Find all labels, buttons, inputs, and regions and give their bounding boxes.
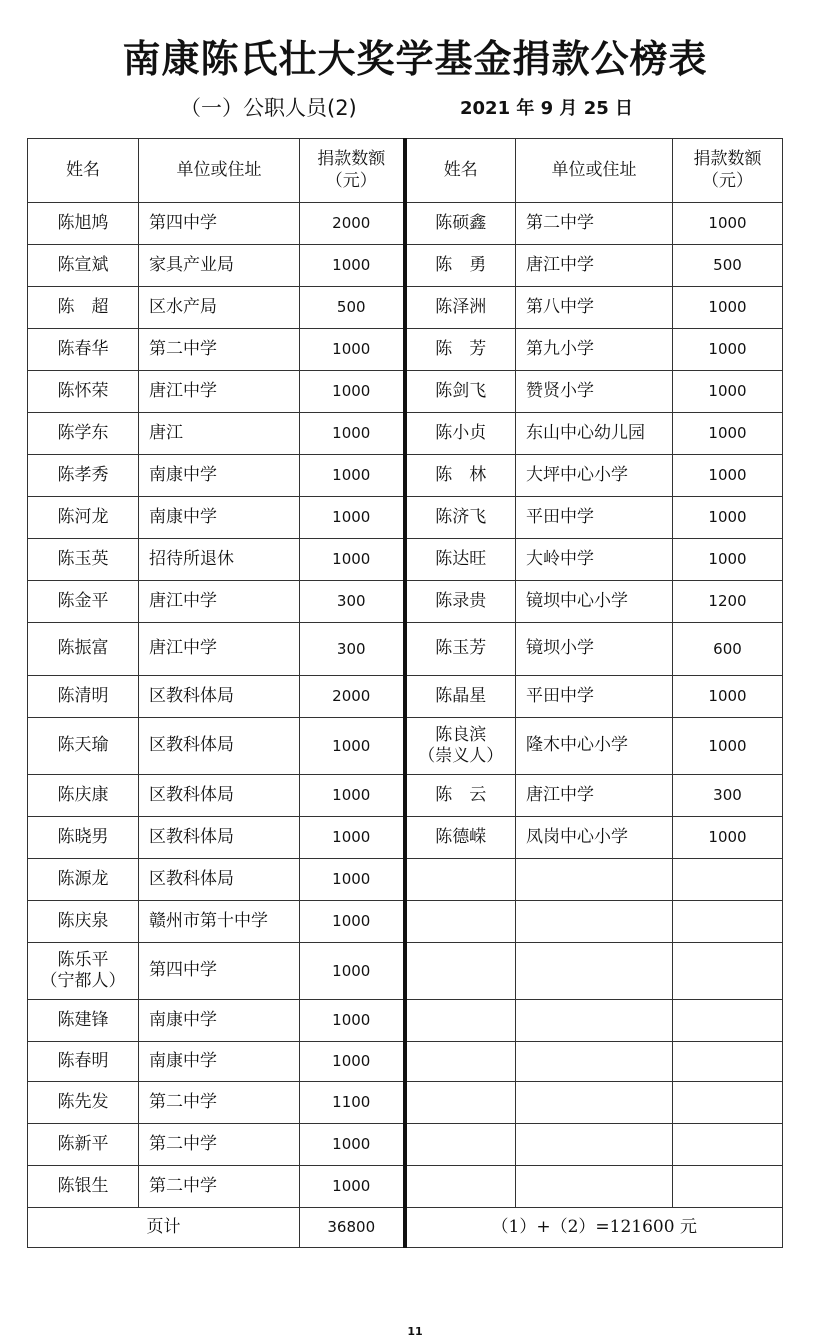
header-unit-right: 单位或住址: [516, 139, 673, 203]
table-row: [28, 1166, 783, 1208]
table-row: [28, 581, 783, 623]
page-number: 11: [407, 1325, 423, 1338]
left-unit-cell: 家具产业局: [139, 245, 300, 287]
left-name-cell: [28, 497, 139, 539]
left-name-cell: [28, 817, 139, 859]
donor-name: 陈玉芳: [435, 638, 487, 659]
donor-name: 陈宣斌: [57, 254, 109, 275]
header-amount-line2: （元）: [325, 170, 377, 191]
left-amount-cell: 1000: [300, 455, 405, 497]
right-unit-cell: 唐江中学: [516, 245, 673, 287]
right-amount-cell: [673, 901, 783, 943]
right-name-cell: [405, 943, 516, 1000]
left-name-cell: [28, 1124, 139, 1166]
left-name-cell: [28, 1000, 139, 1042]
page-title: 南康陈氏壮大奖学基金捐款公榜表: [122, 37, 708, 81]
left-name-cell: [28, 539, 139, 581]
donor-name: 陈 超: [57, 296, 109, 317]
page-total-label: 页计: [28, 1208, 300, 1248]
left-unit-cell: 区教科体局: [139, 676, 300, 718]
left-amount-cell: 1000: [300, 817, 405, 859]
donor-name: 陈泽洲: [435, 296, 487, 317]
right-unit-cell: 大坪中心小学: [516, 455, 673, 497]
donor-name: 陈小贞: [435, 422, 487, 443]
right-amount-cell: [673, 943, 783, 1000]
right-unit-cell: [516, 1166, 673, 1208]
right-unit-cell: 第八中学: [516, 287, 673, 329]
right-unit-cell: [516, 1082, 673, 1124]
left-amount-cell: 1000: [300, 775, 405, 817]
left-amount-cell: 300: [300, 581, 405, 623]
donor-name: 陈振富: [57, 638, 109, 659]
subtitle: [150, 92, 710, 126]
left-name-cell: [28, 413, 139, 455]
donor-name: 陈 林: [435, 464, 487, 485]
right-name-cell: [405, 859, 516, 901]
donor-name: 陈达旺: [435, 548, 487, 569]
table-row: [28, 245, 783, 287]
left-name-cell: [28, 329, 139, 371]
left-amount-cell: 1000: [300, 1000, 405, 1042]
right-unit-cell: [516, 943, 673, 1000]
left-name-cell: [28, 371, 139, 413]
right-name-cell: [405, 329, 516, 371]
right-name-cell: [405, 676, 516, 718]
page-subtotal: 36800: [300, 1208, 405, 1248]
left-unit-cell: 唐江中学: [139, 581, 300, 623]
left-unit-cell: 唐江: [139, 413, 300, 455]
right-name-cell: [405, 371, 516, 413]
left-unit-cell: 第二中学: [139, 1124, 300, 1166]
left-unit-cell: 区教科体局: [139, 718, 300, 775]
right-name-cell: [405, 1000, 516, 1042]
right-amount-cell: 1000: [673, 329, 783, 371]
right-amount-cell: 1000: [673, 203, 783, 245]
right-unit-cell: [516, 1000, 673, 1042]
right-amount-cell: 1000: [673, 817, 783, 859]
header-amount-line2: （元）: [702, 170, 753, 191]
donor-name: 陈学东: [57, 422, 109, 443]
left-amount-cell: 1000: [300, 329, 405, 371]
right-name-cell: [405, 581, 516, 623]
left-unit-cell: 赣州市第十中学: [139, 901, 300, 943]
left-name-cell: [28, 1082, 139, 1124]
donor-name: 陈春华: [57, 338, 109, 359]
left-amount-cell: 1000: [300, 718, 405, 775]
donor-name: 陈良滨: [435, 724, 487, 745]
donor-name: 陈银生: [57, 1175, 109, 1196]
left-name-cell: [28, 455, 139, 497]
table-row: [28, 1000, 783, 1042]
left-unit-cell: 南康中学: [139, 1000, 300, 1042]
left-amount-cell: 1000: [300, 1042, 405, 1082]
left-unit-cell: 南康中学: [139, 1042, 300, 1082]
donor-name: 陈旭鸠: [57, 212, 109, 233]
donor-origin: （宁都人）: [40, 971, 126, 991]
left-unit-cell: 唐江中学: [139, 371, 300, 413]
header-amount-line1: 捐款数额: [693, 149, 762, 170]
donor-name: 陈庆康: [57, 784, 109, 805]
donor-name: 陈河龙: [57, 506, 109, 527]
right-amount-cell: 1000: [673, 287, 783, 329]
header-row: [28, 139, 783, 203]
left-amount-cell: 300: [300, 623, 405, 676]
table-row: [28, 1124, 783, 1166]
right-name-cell: [405, 245, 516, 287]
right-unit-cell: 第九小学: [516, 329, 673, 371]
left-amount-cell: 500: [300, 287, 405, 329]
right-amount-cell: 1000: [673, 455, 783, 497]
donor-name: 陈晓男: [57, 826, 109, 847]
left-unit-cell: 区教科体局: [139, 817, 300, 859]
donor-name: 陈清明: [57, 685, 109, 706]
donor-name: 陈德嵘: [435, 826, 487, 847]
header-amount-right: [673, 139, 783, 203]
left-amount-cell: 1100: [300, 1082, 405, 1124]
right-amount-cell: 1000: [673, 718, 783, 775]
left-name-cell: [28, 203, 139, 245]
right-name-cell: [405, 775, 516, 817]
table-row: [28, 371, 783, 413]
left-amount-cell: 1000: [300, 497, 405, 539]
right-name-cell: [405, 1042, 516, 1082]
donor-name: 陈录贵: [435, 590, 487, 611]
left-amount-cell: 1000: [300, 245, 405, 287]
left-amount-cell: 1000: [300, 943, 405, 1000]
donor-name: 陈 勇: [435, 254, 487, 275]
right-unit-cell: [516, 1124, 673, 1166]
table-row: [28, 817, 783, 859]
donor-name: 陈玉英: [57, 548, 109, 569]
right-amount-cell: [673, 1082, 783, 1124]
donor-name: 陈源龙: [57, 868, 109, 889]
right-unit-cell: [516, 901, 673, 943]
left-amount-cell: 1000: [300, 901, 405, 943]
right-amount-cell: 600: [673, 623, 783, 676]
left-unit-cell: 区教科体局: [139, 775, 300, 817]
left-amount-cell: 1000: [300, 371, 405, 413]
donor-name: 陈孝秀: [57, 464, 109, 485]
header-name-right: 姓名: [405, 139, 516, 203]
donor-name: 陈庆泉: [57, 910, 109, 931]
table-row: [28, 676, 783, 718]
left-amount-cell: 1000: [300, 1166, 405, 1208]
right-name-cell: [405, 539, 516, 581]
donor-name: 陈 芳: [435, 338, 487, 359]
right-amount-cell: [673, 1124, 783, 1166]
right-unit-cell: 第二中学: [516, 203, 673, 245]
header-amount-left: [300, 139, 405, 203]
right-unit-cell: [516, 1042, 673, 1082]
left-unit-cell: 第二中学: [139, 1082, 300, 1124]
right-name-cell: [405, 1124, 516, 1166]
right-unit-cell: 平田中学: [516, 676, 673, 718]
left-amount-cell: 1000: [300, 859, 405, 901]
right-unit-cell: 大岭中学: [516, 539, 673, 581]
table-row: [28, 413, 783, 455]
left-name-cell: [28, 943, 139, 1000]
right-amount-cell: 1000: [673, 497, 783, 539]
right-unit-cell: [516, 859, 673, 901]
donor-name: 陈先发: [57, 1091, 109, 1112]
right-name-cell: [405, 1166, 516, 1208]
left-unit-cell: 区教科体局: [139, 859, 300, 901]
left-name-cell: [28, 1042, 139, 1082]
right-amount-cell: 1000: [673, 371, 783, 413]
header-name-left: 姓名: [28, 139, 139, 203]
donor-name: 陈济飞: [435, 506, 487, 527]
table-row: [28, 203, 783, 245]
right-name-cell: [405, 203, 516, 245]
right-unit-cell: 平田中学: [516, 497, 673, 539]
footer-row: [28, 1208, 783, 1248]
right-unit-cell: 镜坝小学: [516, 623, 673, 676]
left-unit-cell: 第二中学: [139, 329, 300, 371]
left-name-cell: [28, 901, 139, 943]
right-unit-cell: 镜坝中心小学: [516, 581, 673, 623]
header-amount-line1: 捐款数额: [317, 149, 386, 170]
right-amount-cell: [673, 1166, 783, 1208]
right-name-cell: [405, 497, 516, 539]
right-unit-cell: 赞贤小学: [516, 371, 673, 413]
table-row: [28, 1042, 783, 1082]
table-row: [28, 943, 783, 1000]
table-row: [28, 718, 783, 775]
left-unit-cell: 唐江中学: [139, 623, 300, 676]
header-unit-left: 单位或住址: [139, 139, 300, 203]
table-row: [28, 539, 783, 581]
right-name-cell: [405, 1082, 516, 1124]
right-amount-cell: 1000: [673, 413, 783, 455]
table-row: [28, 329, 783, 371]
left-amount-cell: 1000: [300, 539, 405, 581]
right-name-cell: [405, 623, 516, 676]
right-amount-cell: 300: [673, 775, 783, 817]
left-amount-cell: 2000: [300, 676, 405, 718]
left-name-cell: [28, 245, 139, 287]
right-name-cell: [405, 817, 516, 859]
donor-name: 陈金平: [57, 590, 109, 611]
right-name-cell: [405, 455, 516, 497]
donor-name: 陈乐平: [57, 949, 109, 970]
donor-name: 陈春明: [57, 1050, 109, 1071]
table-row: [28, 287, 783, 329]
right-unit-cell: 凤岗中心小学: [516, 817, 673, 859]
left-unit-cell: 区水产局: [139, 287, 300, 329]
right-name-cell: [405, 413, 516, 455]
left-amount-cell: 1000: [300, 413, 405, 455]
right-amount-cell: 1000: [673, 539, 783, 581]
right-amount-cell: [673, 859, 783, 901]
right-name-cell: [405, 901, 516, 943]
right-amount-cell: 1200: [673, 581, 783, 623]
left-name-cell: [28, 859, 139, 901]
right-amount-cell: 1000: [673, 676, 783, 718]
grand-total: （1）+（2）=121600 元: [405, 1208, 783, 1248]
left-unit-cell: 第四中学: [139, 203, 300, 245]
date-label: 2021 年 9 月 25 日: [460, 98, 634, 119]
right-amount-cell: [673, 1000, 783, 1042]
table-row: [28, 497, 783, 539]
left-name-cell: [28, 581, 139, 623]
donation-table: [27, 138, 783, 1248]
left-amount-cell: 2000: [300, 203, 405, 245]
donor-name: 陈晶星: [435, 685, 487, 706]
table-row: [28, 1082, 783, 1124]
donor-name: 陈建锋: [57, 1009, 109, 1030]
left-name-cell: [28, 676, 139, 718]
left-name-cell: [28, 623, 139, 676]
donor-name: 陈新平: [57, 1133, 109, 1154]
table-row: [28, 455, 783, 497]
right-name-cell: [405, 287, 516, 329]
section-label: （一）公职人员(2): [180, 96, 357, 120]
left-unit-cell: 南康中学: [139, 455, 300, 497]
left-unit-cell: 第二中学: [139, 1166, 300, 1208]
right-amount-cell: [673, 1042, 783, 1082]
donor-name: 陈硕鑫: [435, 212, 487, 233]
donor-name: 陈怀荣: [57, 380, 109, 401]
right-unit-cell: 隆木中心小学: [516, 718, 673, 775]
left-name-cell: [28, 287, 139, 329]
table-row: [28, 623, 783, 676]
right-amount-cell: 500: [673, 245, 783, 287]
donor-name: 陈 云: [435, 784, 487, 805]
left-name-cell: [28, 718, 139, 775]
left-unit-cell: 招待所退休: [139, 539, 300, 581]
donor-origin: （崇义人）: [418, 746, 504, 766]
table-row: [28, 859, 783, 901]
donor-name: 陈剑飞: [435, 380, 487, 401]
table-row: [28, 901, 783, 943]
left-name-cell: [28, 775, 139, 817]
donor-name: 陈天瑜: [57, 735, 109, 756]
left-unit-cell: 第四中学: [139, 943, 300, 1000]
left-unit-cell: 南康中学: [139, 497, 300, 539]
right-unit-cell: 东山中心幼儿园: [516, 413, 673, 455]
table-row: [28, 775, 783, 817]
right-name-cell: [405, 718, 516, 775]
left-name-cell: [28, 1166, 139, 1208]
left-amount-cell: 1000: [300, 1124, 405, 1166]
right-unit-cell: 唐江中学: [516, 775, 673, 817]
